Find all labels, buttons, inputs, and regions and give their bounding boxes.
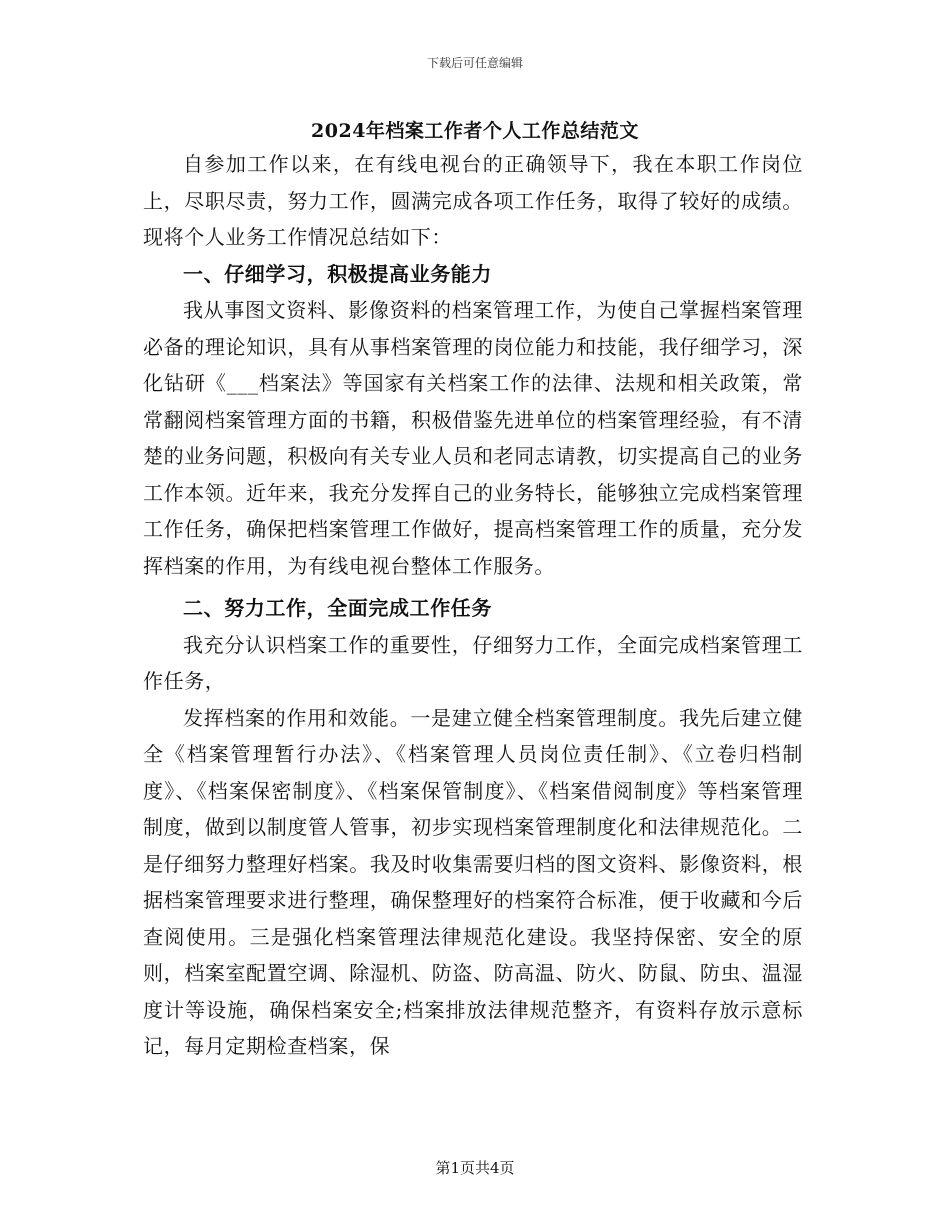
- document-title: 2024年档案工作者个人工作总结范文: [311, 120, 639, 142]
- section-2-paragraph-2: 发挥档案的作用和效能。一是建立健全档案管理制度。我先后建立健全《档案管理暂行办法》、《档案管理人员岗位责任制》、《立卷归档制度》、《档案保密制度》、《档案保管制度》、《档案借阅制度》等档案管理制度，做到以制度管人管事，初步实现档案管理制度化和法律规范化。二是仔细努力整理好档案。我及时收集需要归档的图文资料、影像资料，根据档案管理要求进行整理，确保整理好的档案符合标准，便于收藏和今后查阅使用。三是强化档案管理法律规范化建设。我坚持保密、安全的原则，档案室配置空调、除湿机、防盗、防高温、防火、防鼠、防虫、温湿度计等设施，确保档案安全;档案排放法律规范整齐，有资料存放示意标记，每月定期检查档案，保: [143, 705, 803, 1058]
- section-1-paragraph: 我从事图文资料、影像资料的档案管理工作，为使自己掌握档案管理必备的理论知识，具有从事档案管理的岗位能力和技能，我仔细学习，深化钻研《___档案法》等国家有关档案工作的法律、法规和相关政策，常常翻阅档案管理方面的书籍，积极借鉴先进单位的档案管理经验，有不清楚的业务问题，积极向有关专业人员和老同志请教，切实提高自己的业务工作本领。近年来，我充分发挥自己的业务特长，能够独立完成档案管理工作任务，确保把档案管理工作做好，提高档案管理工作的质量，充分发挥档案的作用，为有线电视台整体工作服务。: [143, 298, 803, 578]
- document-body: [143, 146, 803, 1065]
- section-2-heading: 二、努力工作，全面完成工作任务: [183, 596, 492, 620]
- intro-paragraph: 自参加工作以来，在有线电视台的正确领导下，我在本职工作岗位上，尽职尽责，努力工作，圆满完成各项工作任务，取得了较好的成绩。现将个人业务工作情况总结如下：: [143, 152, 803, 249]
- section-1-heading: 一、仔细学习，积极提高业务能力: [183, 261, 492, 286]
- section-2-paragraph-1: 我充分认识档案工作的重要性，仔细努力工作，全面完成档案管理工作任务，: [143, 632, 803, 693]
- page-header-note: 下载后可任意编辑: [426, 56, 523, 70]
- page-number-footer: 第1页共4页: [435, 1159, 515, 1177]
